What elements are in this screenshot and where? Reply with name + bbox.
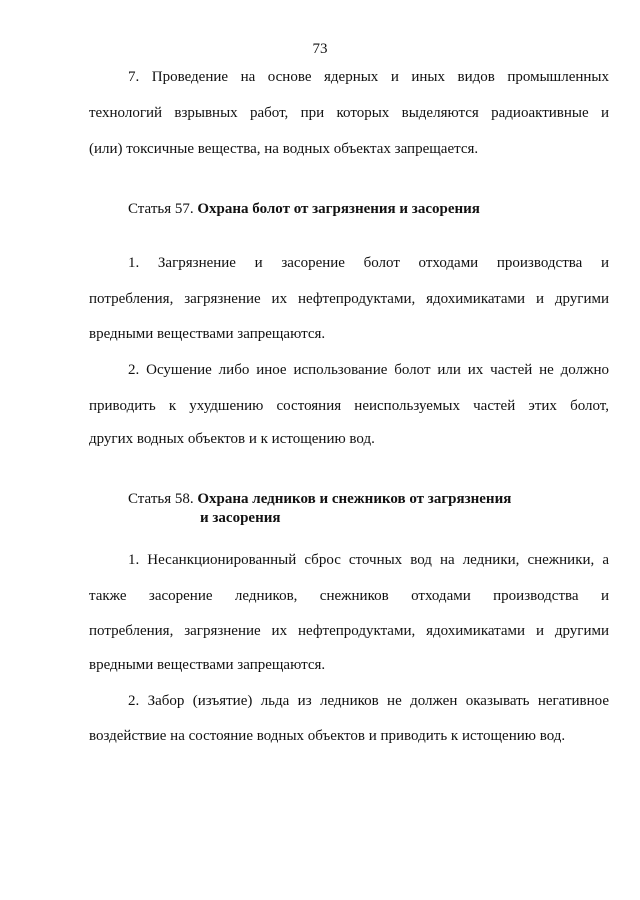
article-58-p1-line-2: также засорение ледников, снежников отходами производства и <box>89 588 609 604</box>
article-58-title-line-2: и засорения <box>200 510 281 526</box>
article-58-heading <box>128 490 640 508</box>
article-58-p2-line-1: 2. Забор (изъятие) льда из ледников не должен оказывать негативное <box>128 693 609 709</box>
article-57-p2-line-1: 2. Осушение либо иное использование болот или их частей не должно <box>128 362 609 378</box>
article-57-heading <box>128 200 640 218</box>
article-57-label: Статья 57. <box>128 201 194 217</box>
article-58-p1-line-1: 1. Несанкционированный сброс сточных вод на ледники, снежники, а <box>128 552 609 568</box>
article-58-p1-line-4: вредными веществами запрещаются. <box>89 657 326 673</box>
article-57-p1-line-1: 1. Загрязнение и засорение болот отходами производства и <box>128 255 609 271</box>
page-number: 73 <box>312 41 328 57</box>
article-58-label: Статья 58. <box>128 491 194 507</box>
article-58-p1-line-3: потребления, загрязнение их нефтепродуктами, ядохимикатами и другими <box>89 623 609 639</box>
paragraph-7-line-2: технологий взрывных работ, при которых выделяются радиоактивные и <box>89 105 609 121</box>
article-57-p1-line-3: вредными веществами запрещаются. <box>89 326 326 342</box>
article-57-p1-line-2: потребления, загрязнение их нефтепродуктами, ядохимикатами и другими <box>89 291 609 307</box>
paragraph-7-line-3: (или) токсичные вещества, на водных объектах запрещается. <box>89 141 479 157</box>
article-57-p2-line-3: других водных объектов и к истощению вод. <box>89 431 375 447</box>
article-58-title-line-1: Охрана ледников и снежников от загрязнения <box>197 491 512 507</box>
paragraph-7-line-1: 7. Проведение на основе ядерных и иных видов промышленных <box>128 69 609 85</box>
article-57-title: Охрана болот от загрязнения и засорения <box>197 201 480 217</box>
article-57-p2-line-2: приводить к ухудшению состояния неиспользуемых частей этих болот, <box>89 398 609 414</box>
article-58-p2-line-2: воздействие на состояние водных объектов и приводить к истощению вод. <box>89 728 566 744</box>
